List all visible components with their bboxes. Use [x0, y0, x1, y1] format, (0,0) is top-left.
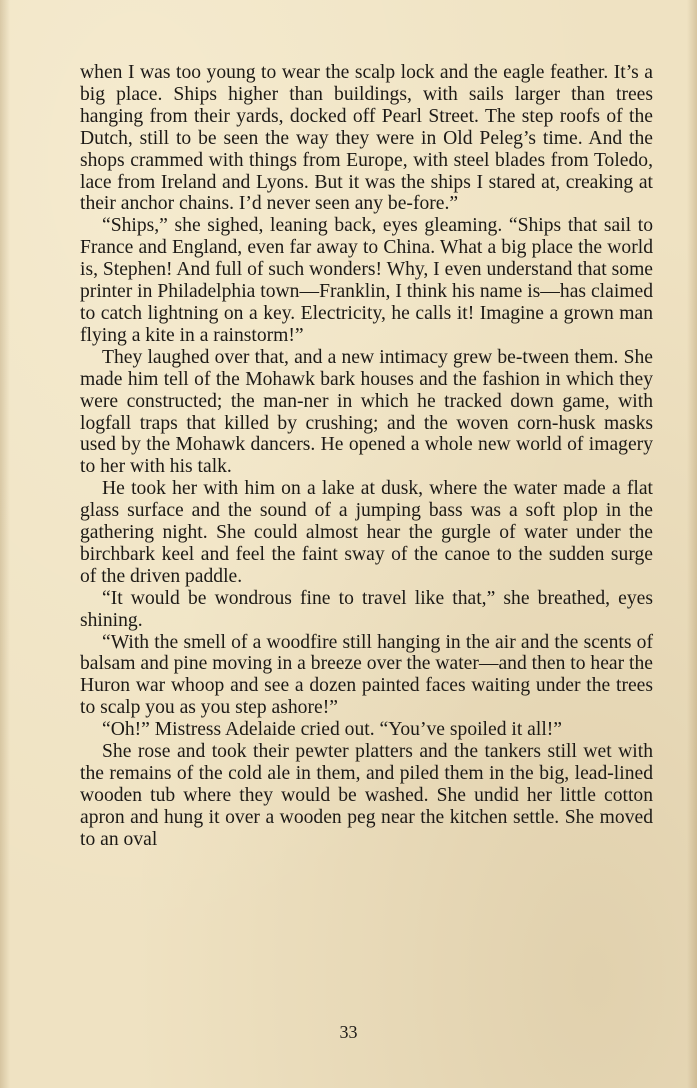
page-number: 33: [339, 1022, 358, 1042]
paragraph-1: when I was too young to wear the scalp lock and the eagle feather. It’s a big place. Ships higher than buildings, with sails larger than trees hanging from their yards, docked off Pearl Street. The step roofs of the Dutch, still to be seen the way they were in Old Peleg’s time. And the shops crammed with things from Europe, with steel blades from Toledo, lace from Ireland and Lyons. But it was the ships I stared at, creaking at their anchor chains. I’d never seen any be-fore.”: [80, 62, 653, 215]
paragraph-3: They laughed over that, and a new intimacy grew be-tween them. She made him tell of the Mohawk bark houses and the fashion in which they were constructed; the man-ner in which he tracked down game, with logfall traps that killed by crushing; and the woven corn-husk masks used by the Mohawk dancers. He opened a whole new world of imagery to her with his talk.: [80, 346, 653, 478]
paragraph-2: “Ships,” she sighed, leaning back, eyes gleaming. “Ships that sail to France and England, even far away to China. What a big place the world is, Stephen! And full of such wonders! Why, I even understand that some printer in Philadelphia town—Franklin, I think his name is—has claimed to catch lightning on a key. Electricity, he calls it! Imagine a grown man flying a kite in a rainstorm!”: [80, 215, 654, 346]
paragraph-7: “Oh!” Mistress Adelaide cried out. “You’ve spoiled it all!”: [102, 719, 562, 741]
paragraph-6: “With the smell of a woodfire still hanging in the air and the scents of balsam and pine moving in a breeze over the water—and then to hear the Huron war whoop and see a dozen painted faces waiting under the trees to scalp you as you step ashore!”: [80, 631, 653, 719]
body-text: [80, 62, 653, 851]
paragraph-4: He took her with him on a lake at dusk, where the water made a flat glass surface and the sound of a jumping bass was a soft plop in the gathering night. She could almost hear the gurgle of water under the birchbark keel and feel the faint sway of the canoe to the sudden surge of the driven paddle.: [80, 478, 653, 587]
book-page: [80, 62, 653, 851]
paragraph-5: “It would be wondrous fine to travel like that,” she breathed, eyes shining.: [80, 587, 653, 631]
page-edge-right: [687, 0, 697, 1088]
page-edge-left: [0, 0, 10, 1088]
paragraph-8: She rose and took their pewter platters and the tankers still wet with the remains of the cold ale in them, and piled them in the big, lead-lined wooden tub where they would be washed. She undid her little cotton apron and hung it over a wooden peg near the kitchen settle. She moved to an oval: [80, 741, 653, 850]
